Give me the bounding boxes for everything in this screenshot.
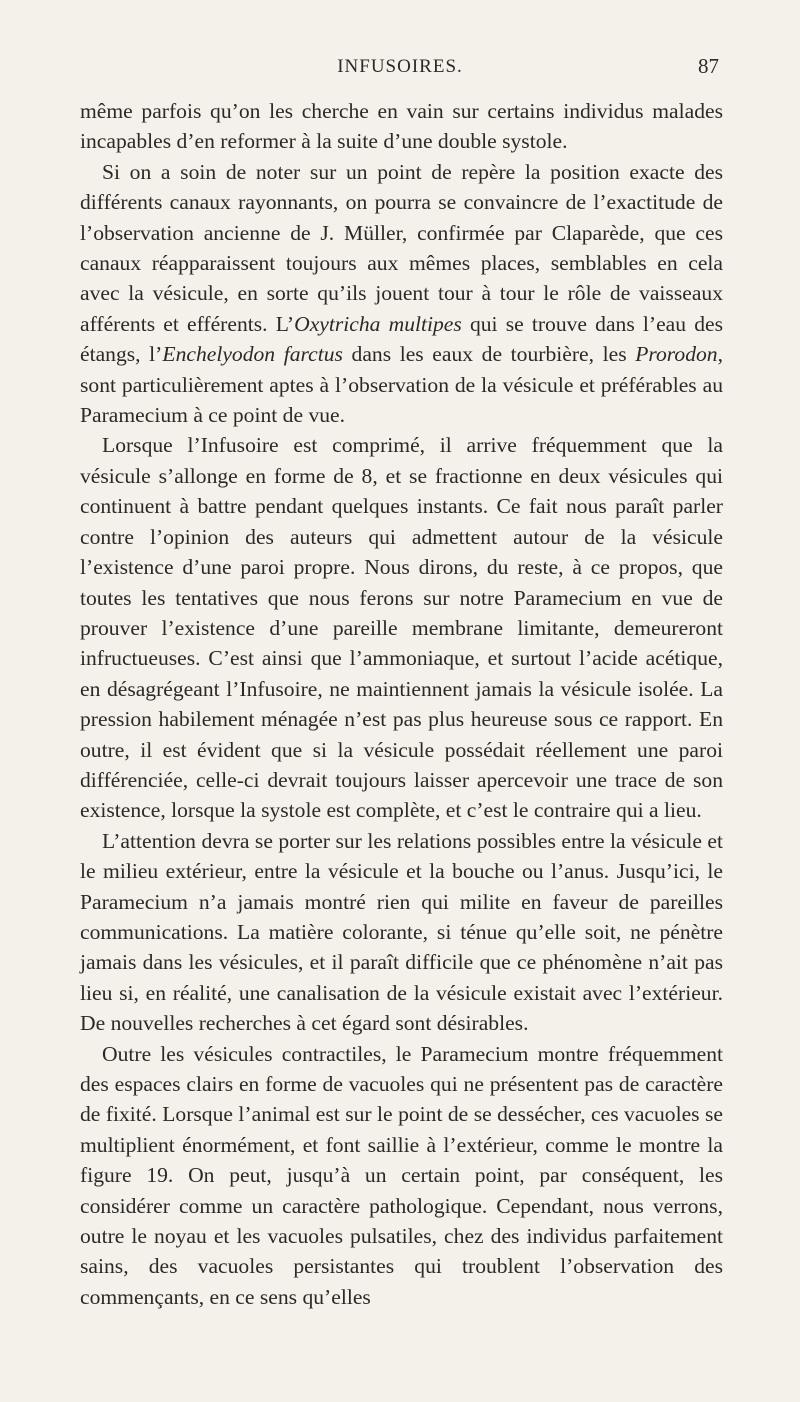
paragraph [80,826,723,1039]
text-run: qui se trouve dans l’eau des étangs, l’ [80,311,723,367]
text-run: L’attention devra se porter sur les relations possibles entre la vésicule et le milieu extérieur, entre la vésicule et la bouche ou l’anus. Jusqu’ici, le Paramecium n’a jamais montré rien qui milite en faveur de pareilles communications. La matière colorante, si ténue qu’elle soit, ne pénètre jamais dans les vésicules, et il paraît difficile que ce phénomène n’ait pas lieu si, en réalité, une canalisation de la vésicule existait avec l’extérieur. De nouvelles recherches à cet égard sont désirables. [80,828,723,1036]
text-run: même parfois qu’on les cherche en vain sur certains individus malades incapables d’en reformer à la suite d’une double systole. [80,99,723,154]
body-text [80,96,723,1312]
italic-term: Oxytricha multipes [294,311,462,336]
text-run: Si on a soin de noter sur un point de repère la position exacte des différents canaux rayonnants, on pourra se convaincre de l’exactitude de l’observation ancienne de J. Müller, confirmée par Claparède, que ces canaux réapparaissent toujours aux mêmes places, semblables en cela avec la vésicule, en sorte qu’ils jouent tour à tour le rôle de vaisseaux afférents et efférents. L’ [80,159,723,336]
running-title: INFUSOIRES. [337,56,463,77]
paragraph [80,1039,723,1313]
text-run: Lorsque l’Infusoire est comprimé, il arrive fréquemment que la vésicule s’allonge en forme de 8, et se fractionne en deux vésicules qui continuent à battre pendant quelques instants. Ce fait nous paraît parler contre l’opinion des auteurs qui admettent autour de la vésicule l’existence d’une paroi propre. Nous dirons, du reste, à ce propos, que toutes les tentatives que nous ferons sur notre Paramecium en vue de prouver l’existence d’une pareille membrane limitante, demeureront infructueuses. C’est ainsi que l’ammoniaque, et surtout l’acide acétique, en désagrégeant l’Infusoire, ne maintiennent jamais la vésicule isolée. La pression habilement ménagée n’est pas plus heureuse sous ce rapport. En outre, il est évident que si la vésicule possédait réellement une paroi différenciée, celle-ci devrait toujours laisser apercevoir une trace de son existence, lorsque la systole est complète, et c’est le contraire qui a lieu. [80,433,723,823]
text-run: , sont particulièrement aptes à l’observation de la vésicule et préférables au Paramecium à ce point de vue. [80,342,724,428]
text-run: Outre les vésicules contractiles, le Paramecium montre fréquemment des espaces clairs en forme de vacuoles qui ne présentent pas de caractère de fixité. Lorsque l’animal est sur le point de se dessécher, ces vacuoles se multiplient énormément, et font saillie à l’extérieur, comme le montre la figure 19. On peut, jusqu’à un certain point, par conséquent, les considérer comme un caractère pathologique. Cependant, nous verrons, outre le noyau et les vacuoles pulsatiles, chez des individus parfaitement sains, des vacuoles persistantes qui troublent l’observation des commençants, en ce sens qu’elles [80,1041,723,1309]
page-number: 87 [698,54,719,78]
paragraph [80,430,723,825]
text-run: dans les eaux de tourbière, les [342,342,636,367]
italic-term: Enchelyodon farctus [162,342,343,367]
paragraph [80,96,723,157]
paragraph [80,157,723,431]
italic-term: Prorodon [635,342,718,367]
running-header [0,54,800,84]
